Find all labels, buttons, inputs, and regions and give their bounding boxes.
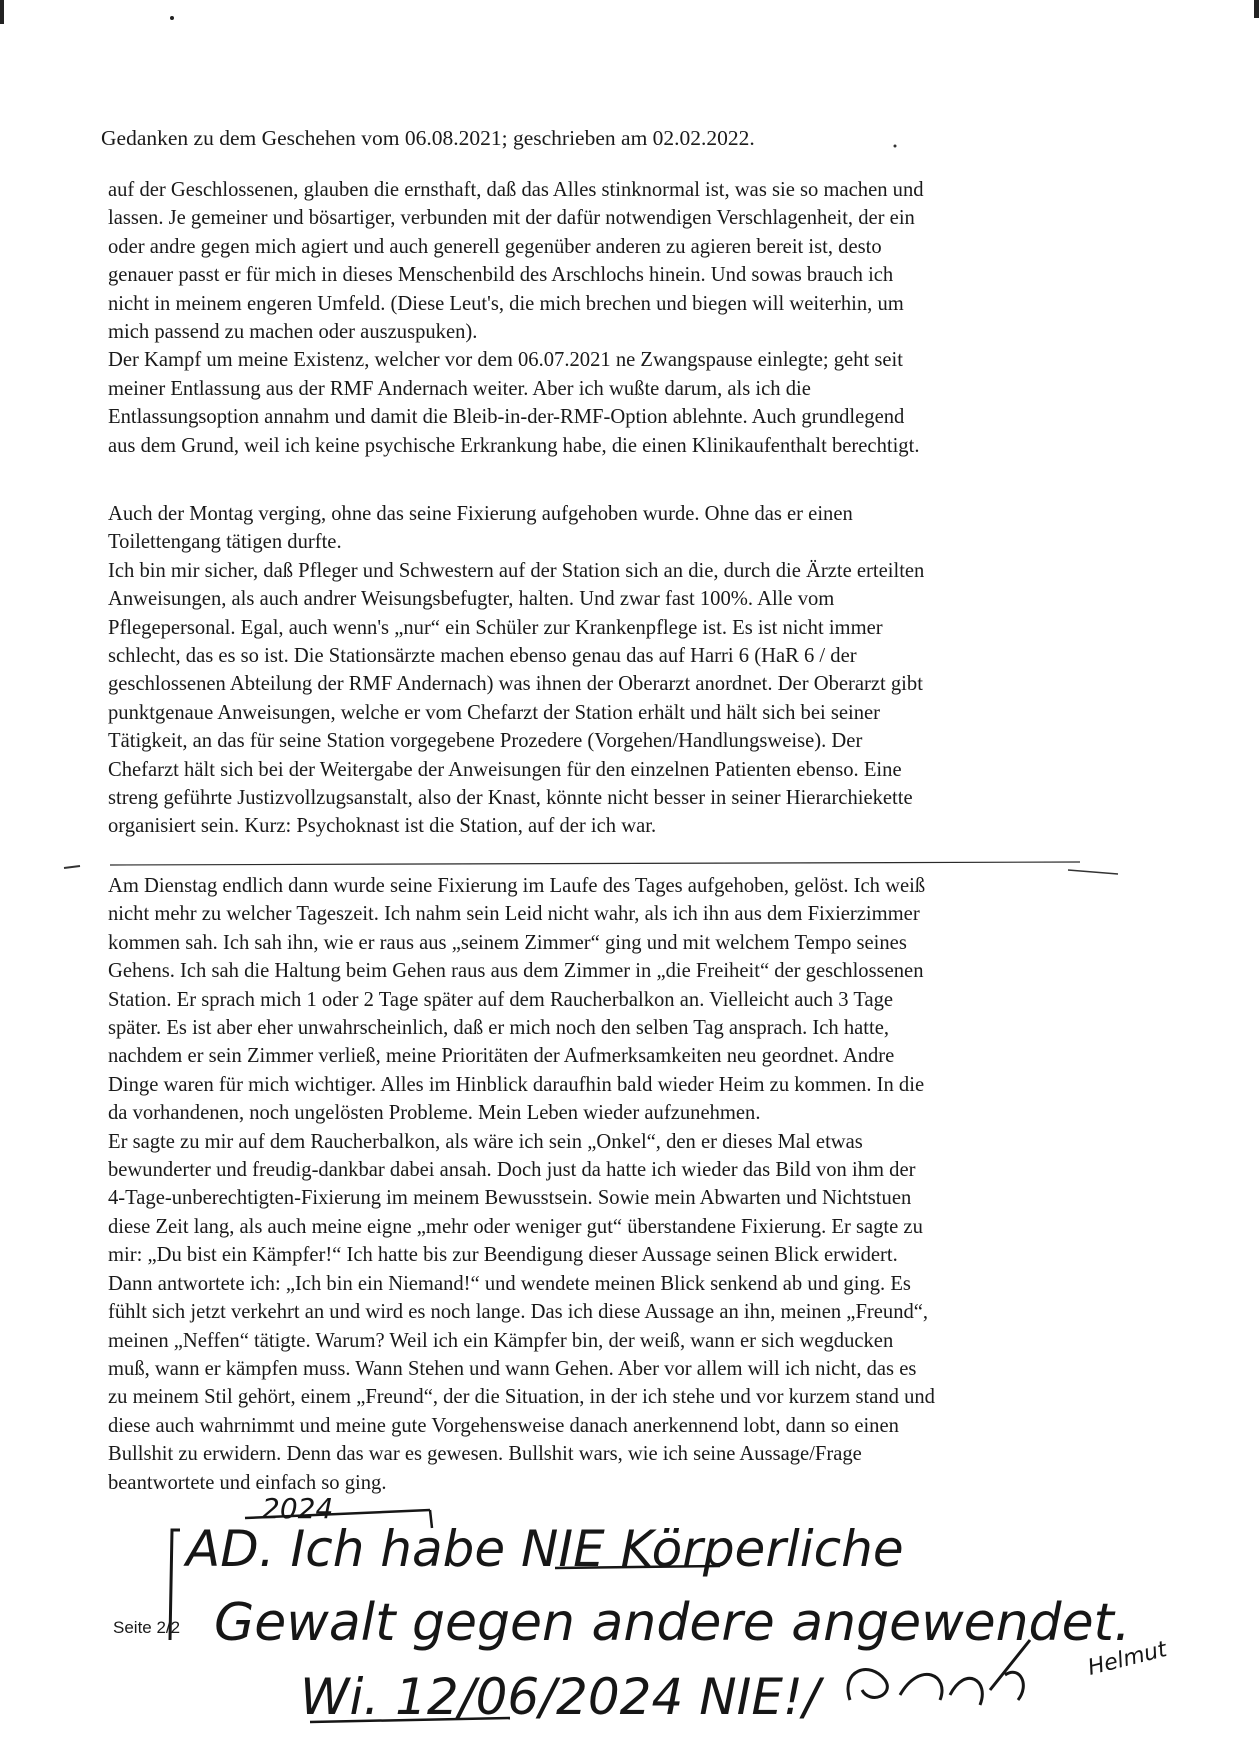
text-line: diese auch wahrnimmt und meine gute Vorgehensweise danach anerkennend lobt, dann so einen	[108, 1414, 899, 1437]
handwritten-year: 2024	[262, 1492, 334, 1525]
text-line: meinen „Neffen“ tätigte. Warum? Weil ich ein Kämpfer bin, der weiß, wann er sich wegducken	[108, 1329, 894, 1352]
text-line: diese Zeit lang, als auch meine eigne „mehr oder weniger gut“ überstandene Fixierung. Er sagte zu	[108, 1215, 923, 1238]
text-line: lassen. Je gemeiner und bösartiger, verbunden mit der dafür notwendigen Verschlagenheit, der ein	[108, 207, 915, 230]
text-line: Dann antwortete ich: „Ich bin ein Niemand!“ und wendete meinen Blick senkend ab und ging. Es	[108, 1272, 911, 1295]
text-line: schlecht, das es so ist. Die Stationsärzte machen ebenso genau das auf Harri 6 (HaR 6 / der	[108, 645, 857, 668]
text-line: Der Kampf um meine Existenz, welcher vor dem 06.07.2021 ne Zwangspause einlegte; geht seit	[108, 349, 903, 372]
text-line: nicht mehr zu welcher Tageszeit. Ich nahm sein Leid nicht wahr, als ich ihn aus dem Fixierzimmer	[108, 903, 920, 926]
text-line: nicht in meinem engeren Umfeld. (Diese Leut's, die mich brechen und biegen will weiterhin, um	[108, 292, 904, 315]
text-line: später. Es ist aber eher unwahrscheinlich, daß er mich noch den selben Tag ansprach. Ich hatte,	[108, 1017, 890, 1040]
text-line: Bullshit zu erwidern. Denn das war es gewesen. Bullshit wars, wie ich seine Aussage/Frage	[108, 1443, 862, 1466]
text-line: Auch der Montag verging, ohne das seine Fixierung aufgehoben wurde. Ohne das er einen	[108, 503, 853, 525]
text-line: Pflegepersonal. Egal, auch wenn's „nur“ ein Schüler zur Krankenpflege ist. Es ist nicht immer	[108, 616, 883, 639]
paragraph-1	[108, 176, 1170, 460]
text-line: 4-Tage-unberechtigten-Fixierung im meinem Bewusstsein. Sowie mein Abwarten und Nichtstuen	[108, 1187, 912, 1210]
text-line: Station. Er sprach mich 1 oder 2 Tage später auf dem Raucherbalkon an. Vielleicht auch 3 Tage	[108, 988, 894, 1011]
scan-mark	[64, 866, 80, 868]
text-line: Entlassungsoption annahm und damit die Bleib-in-der-RMF-Option ablehnte. Auch grundlegend	[108, 406, 905, 429]
text-line: Ich bin mir sicher, daß Pfleger und Schwestern auf der Station sich an die, durch die Ärzte erteilten	[108, 559, 925, 582]
document-heading: Gedanken zu dem Geschehen vom 06.08.2021; geschrieben am 02.02.2022.	[101, 126, 755, 150]
scan-line	[110, 862, 1080, 865]
scan-edge-mark	[0, 0, 4, 24]
handwritten-annotation	[150, 1490, 1230, 1740]
bracket-stroke	[170, 1530, 180, 1640]
text-line: Chefarzt hält sich bei der Weitergabe der Anweisungen für den einzelnen Patienten ebenso. Eine	[108, 758, 902, 781]
text-line: mich passend zu machen oder auszuspuken).	[108, 321, 478, 344]
paragraph-3	[108, 872, 1170, 1497]
page-number: Seite 2/2	[113, 1618, 181, 1637]
text-line: muß, wann er kämpfen muss. Wann Stehen und wann Gehen. Aber vor allem will ich nicht, das es	[108, 1357, 917, 1380]
text-line: da vorhandenen, noch ungelösten Probleme. Mein Leben wieder aufzunehmen.	[108, 1102, 761, 1125]
text-line: Anweisungen, als auch andrer Weisungsbefugter, halten. Und zwar fast 100%. Alle vom	[108, 588, 835, 611]
handwritten-line-1: AD. Ich habe NIE Körperliche	[186, 1520, 904, 1578]
speck	[170, 16, 174, 20]
text-line: beantwortete und einfach so ging.	[108, 1471, 387, 1494]
text-line: oder andre gegen mich agiert und auch generell gegenüber anderen zu agieren bereit ist, desto	[108, 235, 882, 258]
text-line: fühlt sich jetzt verkehrt an und wird es noch lange. Das ich diese Aussage an ihn, meinen „Freund“,	[108, 1301, 929, 1324]
text-line: Gehens. Ich sah die Haltung beim Gehen raus aus dem Zimmer in „die Freiheit“ der geschlossenen	[108, 960, 924, 983]
text-line: meiner Entlassung aus der RMF Andernach weiter. Aber ich wußte darum, als ich die	[108, 377, 811, 400]
scan-edge-mark	[1254, 0, 1259, 18]
text-line: Tätigkeit, an das für seine Station vorgegebene Prozedere (Vorgehen/Handlungsweise). Der	[108, 730, 863, 753]
text-line: mir: „Du bist ein Kämpfer!“ Ich hatte bis zur Beendigung dieser Aussage seinen Blick erwidert.	[108, 1244, 898, 1267]
paragraph-2	[108, 500, 1170, 841]
text-line: genauer passt er für mich in dieses Menschenbild des Arschlochs hinein. Und sowas brauch ich	[108, 264, 894, 287]
text-line: geschlossenen Abteilung der RMF Andernach) was ihnen der Oberarzt anordnet. Der Oberarzt gibt	[108, 673, 923, 696]
text-line: organisiert sein. Kurz: Psychoknast ist die Station, auf der ich war.	[108, 815, 657, 838]
text-line: Am Dienstag endlich dann wurde seine Fixierung im Laufe des Tages aufgehoben, gelöst. Ich weiß	[108, 875, 926, 897]
text-line: nachdem er sein Zimmer verließ, meine Prioritäten der Aufmerksamkeiten neu geordnet. Andre	[108, 1045, 895, 1068]
text-line: Er sagte zu mir auf dem Raucherbalkon, als wäre ich sein „Onkel“, den er dieses Mal etwas	[108, 1130, 863, 1153]
handwritten-line-3: Wi. 12/06/2024 NIE!/	[300, 1668, 820, 1726]
text-line: aus dem Grund, weil ich keine psychische Erkrankung habe, die einen Klinikaufenthalt berechtigt.	[108, 434, 920, 457]
text-line: Dinge waren für mich wichtiger. Alles im Hinblick daraufhin bald wieder Heim zu kommen. In die	[108, 1073, 925, 1096]
handwritten-line-2: Gewalt gegen andere angewendet.	[214, 1593, 1131, 1653]
text-line: bewunderter und freudig-dankbar dabei ansah. Doch just da hatte ich wieder das Bild von ihm der	[108, 1159, 916, 1182]
signature-name: Helmut	[1085, 1637, 1170, 1681]
text-line: zu meinem Stil gehört, einem „Freund“, der die Situation, in der ich stehe und vor kurzem stand und	[108, 1386, 935, 1409]
text-line: auf der Geschlossenen, glauben die ernsthaft, daß das Alles stinknormal ist, was sie so machen und	[108, 179, 924, 201]
text-line: streng geführte Justizvollzugsanstalt, also der Knast, könnte nicht besser in seiner Hierarchiekette	[108, 787, 913, 810]
text-line: punktgenaue Anweisungen, welche er vom Chefarzt der Station erhält und hält sich bei seiner	[108, 701, 881, 724]
text-line: kommen sah. Ich sah ihn, wie er raus aus „seinem Zimmer“ ging und mit welchem Tempo seines	[108, 931, 907, 954]
text-line: Toilettengang tätigen durfte.	[108, 531, 342, 554]
